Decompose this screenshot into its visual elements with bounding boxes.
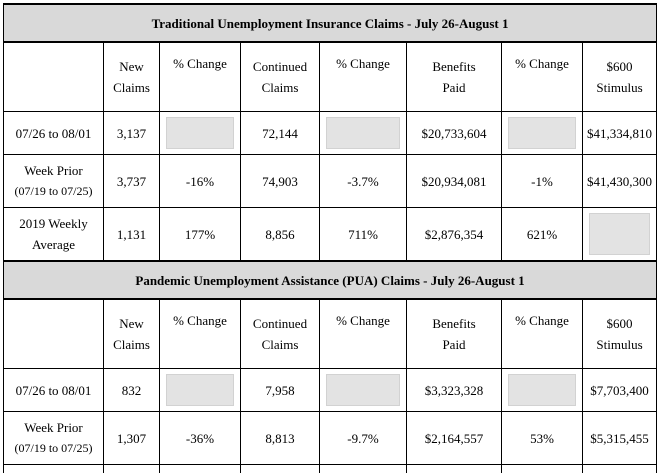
header-continued-claims: Continued Claims <box>241 42 320 112</box>
benefits-cell: $3,323,328 <box>407 369 502 412</box>
benefits-cell: $2,164,557 <box>407 412 502 465</box>
pct-change-cell: 711% <box>320 208 407 262</box>
stimulus-cell: $41,430,300 <box>583 155 657 208</box>
row-label: Week Prior (07/19 to 07/25) <box>4 412 104 465</box>
new-claims-cell: 1,307 <box>104 412 160 465</box>
header-cell <box>4 299 104 369</box>
empty-shaded-cell <box>583 208 657 262</box>
header-pct-change: % Change <box>320 299 407 369</box>
pua-title-row <box>4 261 657 299</box>
table-tail-row <box>4 465 657 473</box>
continued-claims-cell: 72,144 <box>241 112 320 155</box>
empty-shaded-cell <box>320 112 407 155</box>
ui-section-title: Traditional Unemployment Insurance Claims - July 26-August 1 <box>4 4 657 42</box>
benefits-cell: $2,876,354 <box>407 208 502 262</box>
continued-claims-cell: 7,958 <box>241 369 320 412</box>
new-claims-cell: 3,137 <box>104 112 160 155</box>
pct-change-cell: -16% <box>160 155 241 208</box>
new-claims-cell: 3,737 <box>104 155 160 208</box>
claims-table <box>3 3 657 473</box>
stimulus-cell: $5,315,455 <box>583 412 657 465</box>
table-row <box>4 155 657 208</box>
pua-section-title: Pandemic Unemployment Assistance (PUA) Claims - July 26-August 1 <box>4 261 657 299</box>
empty-shaded-cell <box>160 369 241 412</box>
continued-claims-cell: 74,903 <box>241 155 320 208</box>
benefits-cell: $20,733,604 <box>407 112 502 155</box>
header-pct-change: % Change <box>160 42 241 112</box>
pua-header-row <box>4 299 657 369</box>
pct-change-cell: 53% <box>502 412 583 465</box>
header-pct-change: % Change <box>502 42 583 112</box>
continued-claims-cell: 8,813 <box>241 412 320 465</box>
empty-shaded-cell <box>320 369 407 412</box>
header-stimulus: $600 Stimulus <box>583 299 657 369</box>
row-label: 07/26 to 08/01 <box>4 369 104 412</box>
header-continued-claims: Continued Claims <box>241 299 320 369</box>
pct-change-cell: -3.7% <box>320 155 407 208</box>
stimulus-cell: $41,334,810 <box>583 112 657 155</box>
header-pct-change: % Change <box>320 42 407 112</box>
header-pct-change: % Change <box>160 299 241 369</box>
pct-change-cell: 177% <box>160 208 241 262</box>
row-label: 2019 Weekly Average <box>4 208 104 262</box>
pct-change-cell: -9.7% <box>320 412 407 465</box>
pct-change-cell: -1% <box>502 155 583 208</box>
header-new-claims: New Claims <box>104 42 160 112</box>
table-row <box>4 208 657 262</box>
pct-change-cell: 621% <box>502 208 583 262</box>
stimulus-cell: $7,703,400 <box>583 369 657 412</box>
row-label: Week Prior (07/19 to 07/25) <box>4 155 104 208</box>
row-label: 07/26 to 08/01 <box>4 112 104 155</box>
empty-shaded-cell <box>160 112 241 155</box>
header-new-claims: New Claims <box>104 299 160 369</box>
new-claims-cell: 832 <box>104 369 160 412</box>
continued-claims-cell: 8,856 <box>241 208 320 262</box>
ui-title-row <box>4 4 657 42</box>
empty-shaded-cell <box>502 369 583 412</box>
header-cell <box>4 42 104 112</box>
header-pct-change: % Change <box>502 299 583 369</box>
table-row <box>4 412 657 465</box>
benefits-cell: $20,934,081 <box>407 155 502 208</box>
header-benefits-paid: Benefits Paid <box>407 42 502 112</box>
new-claims-cell: 1,131 <box>104 208 160 262</box>
pct-change-cell: -36% <box>160 412 241 465</box>
empty-shaded-cell <box>502 112 583 155</box>
table-row <box>4 112 657 155</box>
header-benefits-paid: Benefits Paid <box>407 299 502 369</box>
header-stimulus: $600 Stimulus <box>583 42 657 112</box>
ui-header-row <box>4 42 657 112</box>
table-row <box>4 369 657 412</box>
